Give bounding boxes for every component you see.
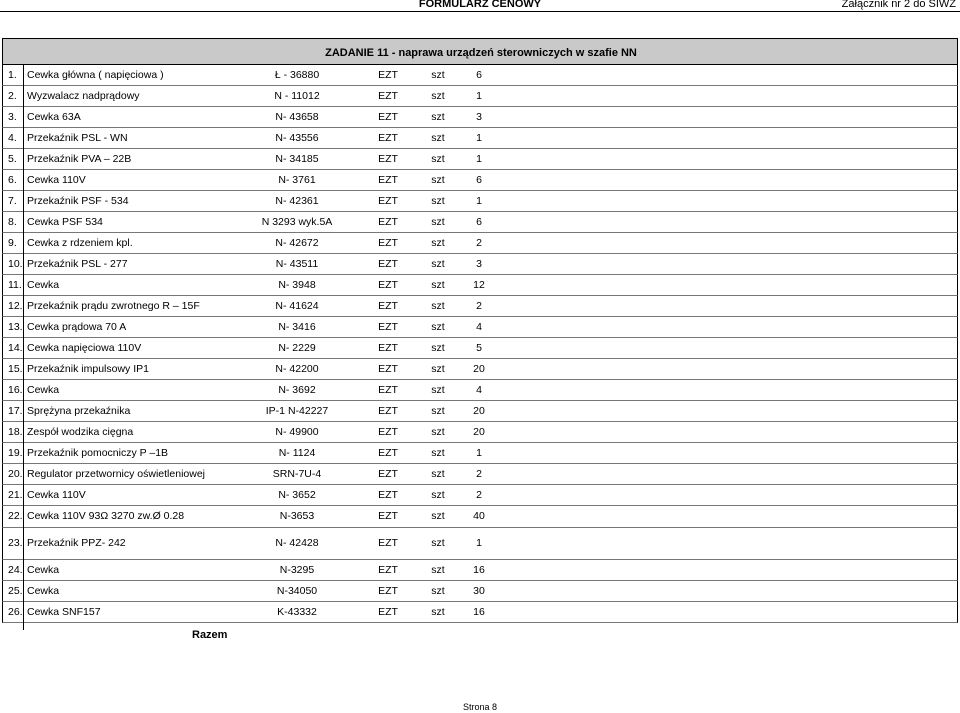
item-unit: szt (431, 321, 445, 333)
item-unit: szt (431, 69, 445, 81)
item-name: Zespół wodzika cięgna (27, 426, 134, 438)
item-code: N-3295 (279, 564, 315, 576)
price-table (2, 38, 958, 647)
header-divider (0, 11, 960, 12)
item-quantity: 1 (476, 153, 482, 165)
item-unit: szt (431, 363, 445, 375)
item-number: 10. (8, 258, 23, 270)
item-code: N- 41624 (275, 300, 319, 312)
item-name: Przekaźnik PSF - 534 (27, 195, 129, 207)
table-row (2, 560, 958, 581)
item-number: 19. (8, 447, 23, 459)
item-manufacturer: EZT (378, 489, 398, 501)
item-manufacturer: EZT (378, 69, 398, 81)
item-number: 26. (8, 606, 23, 618)
item-number: 2. (8, 90, 17, 102)
table-row (2, 317, 958, 338)
item-quantity: 1 (476, 90, 482, 102)
item-quantity: 3 (476, 258, 482, 270)
item-name: Wyzwalacz nadprądowy (27, 90, 140, 102)
item-quantity: 4 (476, 384, 482, 396)
table-row (2, 212, 958, 233)
table-row (2, 65, 958, 86)
item-number: 13. (8, 321, 23, 333)
item-code: N - 11012 (274, 90, 320, 102)
item-manufacturer: EZT (378, 537, 398, 549)
item-number: 15. (8, 363, 23, 375)
table-row (2, 107, 958, 128)
item-name: Cewka prądowa 70 A (27, 321, 127, 333)
item-code: N- 42361 (275, 195, 319, 207)
item-manufacturer: EZT (378, 111, 398, 123)
item-name: Cewka PSF 534 (27, 216, 103, 228)
item-number: 8. (8, 216, 17, 228)
item-manufacturer: EZT (378, 237, 398, 249)
table-row (2, 128, 958, 149)
table-row (2, 602, 958, 623)
item-name: Cewka z rdzeniem kpl. (27, 237, 133, 249)
item-number: 22. (8, 510, 23, 522)
item-code: SRN-7U-4 (272, 468, 322, 480)
item-code: N- 3761 (278, 174, 316, 186)
table-row (2, 380, 958, 401)
item-unit: szt (431, 510, 445, 522)
item-name: Cewka 63A (27, 111, 81, 123)
item-code: N- 3416 (278, 321, 316, 333)
item-unit: szt (431, 405, 445, 417)
item-quantity: 40 (473, 510, 485, 522)
item-name: Przekaźnik PSL - WN (27, 132, 128, 144)
table-row (2, 464, 958, 485)
item-name: Przekaźnik prądu zwrotnego R – 15F (27, 300, 200, 312)
task-title: ZADANIE 11 - naprawa urządzeń sterowniczych w szafie NN (325, 47, 637, 59)
table-row (2, 275, 958, 296)
item-code: N- 3948 (278, 279, 316, 291)
item-unit: szt (431, 153, 445, 165)
item-quantity: 2 (476, 237, 482, 249)
item-quantity: 20 (473, 363, 485, 375)
item-unit: szt (431, 174, 445, 186)
item-name: Cewka (27, 564, 60, 576)
item-name: Przekaźnik PSL - 277 (27, 258, 128, 270)
item-number: 20. (8, 468, 23, 480)
item-quantity: 30 (473, 585, 485, 597)
item-manufacturer: EZT (378, 585, 398, 597)
item-number: 14. (8, 342, 23, 354)
item-manufacturer: EZT (378, 153, 398, 165)
table-row (2, 191, 958, 212)
item-manufacturer: EZT (378, 174, 398, 186)
table-row (2, 581, 958, 602)
item-number: 16. (8, 384, 23, 396)
item-quantity: 12 (473, 279, 485, 291)
total-label: Razem (192, 629, 228, 641)
item-quantity: 1 (476, 195, 482, 207)
item-quantity: 2 (476, 489, 482, 501)
item-code: N- 43658 (275, 111, 319, 123)
item-code: N-34050 (276, 585, 318, 597)
item-number: 17. (8, 405, 23, 417)
item-quantity: 16 (473, 606, 485, 618)
item-manufacturer: EZT (378, 90, 398, 102)
item-name: Cewka SNF157 (27, 606, 101, 618)
item-quantity: 20 (473, 405, 485, 417)
item-number: 12. (8, 300, 23, 312)
item-number: 24. (8, 564, 23, 576)
item-code: N- 42428 (275, 537, 319, 549)
item-quantity: 1 (476, 132, 482, 144)
item-unit: szt (431, 258, 445, 270)
task-title-bar (2, 38, 958, 65)
item-name: Przekaźnik impulsowy IP1 (27, 363, 149, 375)
item-manufacturer: EZT (378, 216, 398, 228)
item-code: N- 42672 (275, 237, 319, 249)
item-quantity: 2 (476, 300, 482, 312)
item-code: N- 1124 (278, 447, 316, 459)
item-unit: szt (431, 279, 445, 291)
table-row (2, 422, 958, 443)
item-manufacturer: EZT (378, 564, 398, 576)
item-manufacturer: EZT (378, 321, 398, 333)
item-manufacturer: EZT (378, 468, 398, 480)
item-unit: szt (431, 111, 445, 123)
item-unit: szt (431, 489, 445, 501)
item-quantity: 2 (476, 468, 482, 480)
item-code: IP-1 N-42227 (265, 405, 329, 417)
item-number: 21. (8, 489, 23, 501)
table-row (2, 359, 958, 380)
item-name: Przekaźnik pomocniczy P –1B (27, 447, 169, 459)
item-code: N- 34185 (275, 153, 319, 165)
item-number: 7. (8, 195, 17, 207)
item-manufacturer: EZT (378, 606, 398, 618)
item-unit: szt (431, 426, 445, 438)
attachment-label: Załącznik nr 2 do SIWZ (841, 0, 956, 10)
item-unit: szt (431, 384, 445, 396)
item-manufacturer: EZT (378, 405, 398, 417)
item-name: Regulator przetwornicy oświetleniowej (27, 468, 205, 480)
item-number: 4. (8, 132, 17, 144)
item-quantity: 1 (476, 447, 482, 459)
item-unit: szt (431, 342, 445, 354)
item-code: N- 2229 (278, 342, 316, 354)
item-unit: szt (431, 564, 445, 576)
item-unit: szt (431, 132, 445, 144)
item-unit: szt (431, 195, 445, 207)
item-unit: szt (431, 606, 445, 618)
page-number: Strona 8 (462, 702, 498, 712)
item-name: Przekaźnik PPZ- 242 (27, 537, 126, 549)
item-name: Cewka 110V (27, 174, 86, 186)
table-row (2, 506, 958, 528)
table-row (2, 170, 958, 191)
item-unit: szt (431, 237, 445, 249)
item-code: N- 43511 (275, 258, 319, 270)
item-quantity: 6 (476, 174, 482, 186)
item-name: Cewka główna ( napięciowa ) (27, 69, 164, 81)
item-code: N- 49900 (275, 426, 319, 438)
item-name: Cewka napięciowa 110V (27, 342, 142, 354)
item-quantity: 16 (473, 564, 485, 576)
item-code: N- 3652 (278, 489, 316, 501)
table-row (2, 254, 958, 275)
table-row (2, 233, 958, 254)
item-unit: szt (431, 468, 445, 480)
item-manufacturer: EZT (378, 342, 398, 354)
item-number: 3. (8, 111, 17, 123)
item-name: Cewka (27, 384, 60, 396)
item-quantity: 5 (476, 342, 482, 354)
item-quantity: 6 (476, 69, 482, 81)
table-row (2, 443, 958, 464)
item-unit: szt (431, 90, 445, 102)
item-number: 1. (8, 69, 17, 81)
item-quantity: 3 (476, 111, 482, 123)
item-code: N- 43556 (275, 132, 319, 144)
item-manufacturer: EZT (378, 426, 398, 438)
item-code: Ł - 36880 (274, 69, 320, 81)
item-name: Cewka 110V (27, 489, 86, 501)
column-divider (23, 65, 24, 630)
table-row (2, 338, 958, 359)
item-quantity: 6 (476, 216, 482, 228)
item-manufacturer: EZT (378, 384, 398, 396)
item-number: 25. (8, 585, 23, 597)
item-name: Cewka 110V 93Ω 3270 zw.Ø 0.28 (27, 510, 185, 522)
item-unit: szt (431, 537, 445, 549)
item-unit: szt (431, 216, 445, 228)
item-code: N-3653 (279, 510, 315, 522)
item-manufacturer: EZT (378, 447, 398, 459)
item-number: 23. (8, 537, 23, 549)
item-code: N 3293 wyk.5A (261, 216, 333, 228)
table-row (2, 296, 958, 317)
item-manufacturer: EZT (378, 258, 398, 270)
item-manufacturer: EZT (378, 363, 398, 375)
table-row (2, 149, 958, 170)
item-manufacturer: EZT (378, 279, 398, 291)
item-quantity: 20 (473, 426, 485, 438)
item-name: Cewka (27, 279, 60, 291)
item-manufacturer: EZT (378, 300, 398, 312)
item-manufacturer: EZT (378, 132, 398, 144)
item-number: 6. (8, 174, 17, 186)
item-number: 5. (8, 153, 17, 165)
item-number: 11. (8, 279, 22, 291)
item-quantity: 1 (476, 537, 482, 549)
item-quantity: 4 (476, 321, 482, 333)
table-row (2, 86, 958, 107)
item-number: 18. (8, 426, 23, 438)
item-unit: szt (431, 300, 445, 312)
item-unit: szt (431, 447, 445, 459)
item-unit: szt (431, 585, 445, 597)
item-code: K-43332 (277, 606, 317, 618)
item-name: Przekaźnik PVA – 22B (27, 153, 132, 165)
item-manufacturer: EZT (378, 195, 398, 207)
item-name: Sprężyna przekaźnika (27, 405, 131, 417)
item-code: N- 42200 (275, 363, 319, 375)
item-name: Cewka (27, 585, 60, 597)
item-number: 9. (8, 237, 17, 249)
table-row (2, 485, 958, 506)
form-title: FORMULARZ CENOWY (418, 0, 542, 10)
table-row (2, 528, 958, 560)
table-row (2, 401, 958, 422)
item-code: N- 3692 (278, 384, 316, 396)
item-manufacturer: EZT (378, 510, 398, 522)
